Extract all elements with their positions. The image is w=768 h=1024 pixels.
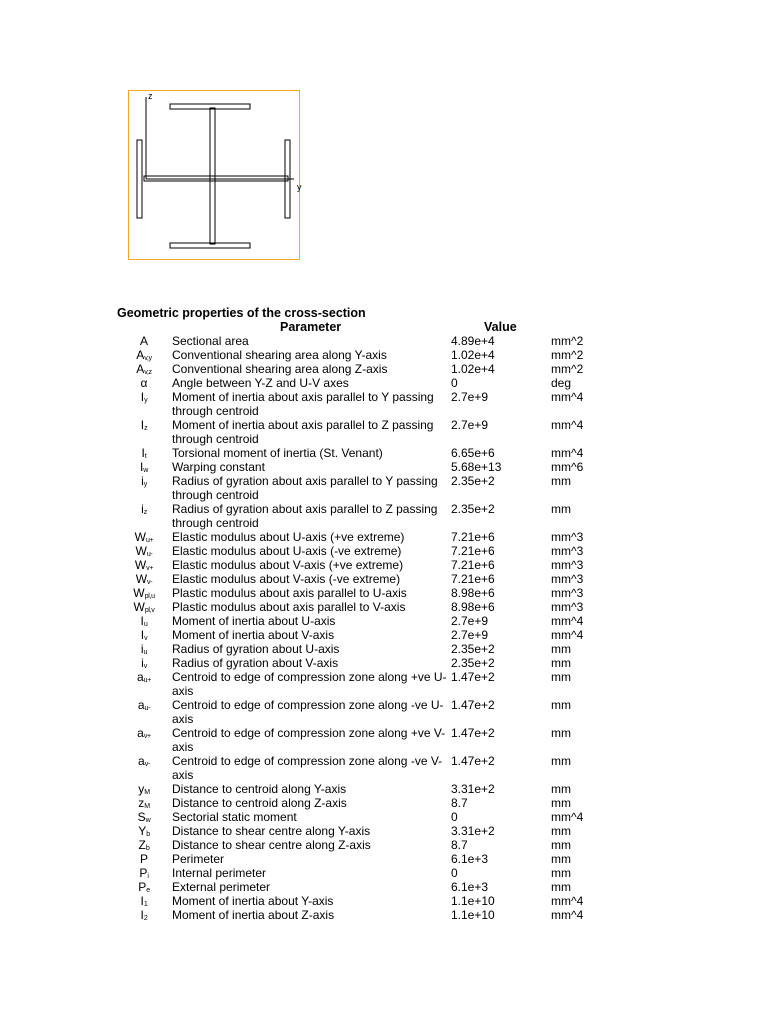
table-row [0,530,768,544]
parameter-cell: Distance to shear centre along Y-axis [172,824,371,838]
value-cell: 1.47e+2 [451,670,495,684]
value-cell: 1.47e+2 [451,754,495,768]
cross-section-figure [128,90,300,260]
symbol-cell: $A_{v,y}$ [136,348,152,362]
value-cell: 2.7e+9 [451,418,489,432]
parameter-cell: Centroid to edge of compression zone along +ve U-axis [172,670,447,698]
table-row [0,698,768,726]
parameter-cell: Moment of inertia about Y-axis [172,894,334,908]
section-outline [137,104,290,248]
unit-cell: mm [551,880,571,894]
parameter-cell: Distance to centroid along Z-axis [172,796,347,810]
symbol-cell: $i_u$ [140,642,148,656]
table-row [0,810,768,824]
unit-cell: mm^3 [551,530,584,544]
value-cell: 2.35e+2 [451,642,495,656]
parameter-cell: Distance to centroid along Y-axis [172,782,347,796]
unit-cell: mm [551,754,571,768]
value-cell: 0 [451,376,458,390]
table-row [0,460,768,474]
table-row [0,880,768,894]
symbol-cell: $I_t$ [141,446,147,460]
value-cell: 6.1e+3 [451,852,489,866]
symbol-cell: $I_z$ [140,418,148,432]
symbol-cell: A [139,334,148,348]
symbol-cell: $y_M$ [138,782,150,796]
unit-cell: mm^3 [551,600,584,614]
unit-cell: mm [551,824,571,838]
parameter-cell: Radius of gyration about axis parallel to Z passing through centroid [172,502,438,530]
table-row [0,782,768,796]
table-row [0,544,768,558]
value-cell: 7.21e+6 [451,558,495,572]
cross-section-drawing [128,90,300,260]
unit-cell: mm [551,698,571,712]
symbol-cell: $P_e$ [138,880,150,894]
symbol-cell: α [140,376,148,390]
value-cell: 7.21e+6 [451,544,495,558]
unit-cell: mm^4 [551,894,584,908]
symbol-cell: $W_{u-}$ [135,544,153,558]
unit-cell: mm^2 [551,348,584,362]
parameter-cell: Elastic modulus about U-axis (+ve extreme) [172,530,405,544]
table-row [0,418,768,446]
value-cell: 1.1e+10 [451,894,495,908]
value-cell: 6.1e+3 [451,880,489,894]
value-cell: 3.31e+2 [451,782,495,796]
parameter-cell: Perimeter [172,852,225,866]
parameter-cell: Elastic modulus about V-axis (+ve extreme) [172,558,404,572]
parameter-cell: Plastic modulus about axis parallel to V-axis [172,600,406,614]
symbol-cell: $z_M$ [138,796,150,810]
parameter-cell: Radius of gyration about V-axis [172,656,339,670]
symbol-cell: $i_z$ [141,502,147,516]
symbol-cell: $I_1$ [140,894,148,908]
unit-cell: mm^4 [551,418,584,432]
parameter-cell: Moment of inertia about axis parallel to Y passing through centroid [172,390,434,418]
unit-cell: mm [551,796,571,810]
parameter-cell: Moment of inertia about axis parallel to Z passing through centroid [172,418,434,446]
symbol-cell: $S_w$ [137,810,151,824]
table-row [0,390,768,418]
value-cell: 1.02e+4 [451,348,495,362]
unit-cell: mm^3 [551,572,584,586]
symbol-cell: $I_v$ [140,628,148,642]
y-axis-label: y [297,182,302,192]
table-row [0,908,768,922]
value-cell: 6.65e+6 [451,446,495,460]
unit-cell: mm [551,866,571,880]
unit-cell: mm [551,502,571,516]
table-row [0,796,768,810]
symbol-cell: $A_{v,z}$ [136,362,152,376]
unit-cell: mm^3 [551,558,584,572]
table-row [0,866,768,880]
table-row [0,474,768,502]
parameter-cell: Warping constant [172,460,265,474]
value-header: Value [484,320,517,334]
unit-cell: mm^4 [551,908,584,922]
symbol-cell: $W_{v+}$ [134,558,154,572]
parameter-cell: Sectorial static moment [172,810,297,824]
value-cell: 2.7e+9 [451,628,489,642]
unit-cell: mm^4 [551,628,584,642]
value-cell: 1.47e+2 [451,698,495,712]
unit-cell: mm [551,838,571,852]
unit-cell: mm^4 [551,810,584,824]
symbol-cell: $I_y$ [140,390,148,404]
value-cell: 2.7e+9 [451,390,489,404]
parameter-cell: Conventional shearing area along Y-axis [172,348,387,362]
value-cell: 7.21e+6 [451,572,495,586]
parameter-cell: Moment of inertia about Z-axis [172,908,335,922]
symbol-cell: $Z_b$ [138,838,150,852]
value-cell: 2.35e+2 [451,474,495,488]
parameter-cell: Centroid to edge of compression zone along -ve U-axis [172,698,444,726]
table-row [0,614,768,628]
value-cell: 8.7 [451,838,468,852]
table-row [0,558,768,572]
value-cell: 1.47e+2 [451,726,495,740]
unit-cell: mm [551,474,571,488]
table-row [0,348,768,362]
table-row [0,334,768,348]
z-axis-label: z [148,91,153,101]
table-row [0,628,768,642]
symbol-cell: $Y_b$ [138,824,150,838]
value-cell: 2.7e+9 [451,614,489,628]
unit-cell: mm [551,782,571,796]
symbol-cell: $a_{u-}$ [137,698,151,712]
parameter-cell: Centroid to edge of compression zone along -ve V-axis [172,754,443,782]
parameter-cell: Elastic modulus about V-axis (-ve extreme) [172,572,401,586]
symbol-cell: $I_w$ [139,460,149,474]
table-row [0,376,768,390]
parameter-cell: Radius of gyration about axis parallel to Y passing through centroid [172,474,438,502]
parameter-cell: Plastic modulus about axis parallel to U-axis [172,586,407,600]
parameter-cell: Torsional moment of inertia (St. Venant) [172,446,383,460]
parameter-cell: Elastic modulus about U-axis (-ve extreme) [172,544,402,558]
parameter-cell: Conventional shearing area along Z-axis [172,362,388,376]
value-cell: 8.7 [451,796,468,810]
symbol-cell: $i_v$ [141,656,147,670]
unit-cell: mm^3 [551,586,584,600]
value-cell: 7.21e+6 [451,530,495,544]
table-row [0,600,768,614]
symbol-cell: $W_{v-}$ [135,572,153,586]
value-cell: 1.1e+10 [451,908,495,922]
symbol-cell: $i_y$ [141,474,147,488]
table-row [0,572,768,586]
parameter-header: Parameter [280,320,342,334]
parameter-cell: Centroid to edge of compression zone along +ve V-axis [172,726,446,754]
unit-cell: mm^4 [551,614,584,628]
unit-cell: mm^2 [551,334,584,348]
unit-cell: mm^6 [551,460,584,474]
parameter-cell: Moment of inertia about U-axis [172,614,336,628]
table-row [0,642,768,656]
value-cell: 2.35e+2 [451,656,495,670]
unit-cell: mm [551,852,571,866]
table-row [0,726,768,754]
unit-cell: mm^2 [551,362,584,376]
symbol-cell: $W_{pl,v}$ [133,600,155,614]
symbol-cell: $a_{v+}$ [137,726,151,740]
value-cell: 8.98e+6 [451,600,495,614]
table-row [0,502,768,530]
parameter-cell: External perimeter [172,880,271,894]
parameter-cell: Sectional area [172,334,249,348]
unit-cell: deg [551,376,572,390]
table-row [0,446,768,460]
value-cell: 3.31e+2 [451,824,495,838]
unit-cell: mm^4 [551,390,584,404]
value-cell: 1.02e+4 [451,362,495,376]
figure-frame [129,91,300,260]
unit-cell: mm [551,642,571,656]
unit-cell: mm [551,656,571,670]
parameter-cell: Distance to shear centre along Z-axis [172,838,371,852]
table-row [0,362,768,376]
symbol-cell: $P_i$ [139,866,149,880]
symbol-cell: $a_{v-}$ [138,754,150,768]
parameter-cell: Internal perimeter [172,866,267,880]
value-cell: 0 [451,810,458,824]
symbol-cell: P [139,852,148,866]
symbol-cell: $W_{pl,u}$ [133,586,155,600]
parameter-cell: Moment of inertia about V-axis [172,628,335,642]
unit-cell: mm^3 [551,544,584,558]
section-title: Geometric properties of the cross-section [117,306,366,320]
symbol-cell: $W_{u+}$ [134,530,154,544]
table-row [0,656,768,670]
table-row [0,838,768,852]
value-cell: 2.35e+2 [451,502,495,516]
table-row [0,754,768,782]
value-cell: 0 [451,866,458,880]
unit-cell: mm [551,726,571,740]
parameter-cell: Angle between Y-Z and U-V axes [172,376,349,390]
unit-cell: mm [551,670,571,684]
symbol-cell: $I_u$ [140,614,148,628]
table-row [0,586,768,600]
table-row [0,670,768,698]
unit-cell: mm^4 [551,446,584,460]
value-cell: 5.68e+13 [451,460,502,474]
value-cell: 8.98e+6 [451,586,495,600]
symbol-cell: $a_{u+}$ [136,670,152,684]
table-row [0,894,768,908]
table-row [0,852,768,866]
properties-table [0,334,768,922]
table-row [0,824,768,838]
parameter-cell: Radius of gyration about U-axis [172,642,340,656]
symbol-cell: $I_2$ [140,908,148,922]
value-cell: 4.89e+4 [451,334,495,348]
